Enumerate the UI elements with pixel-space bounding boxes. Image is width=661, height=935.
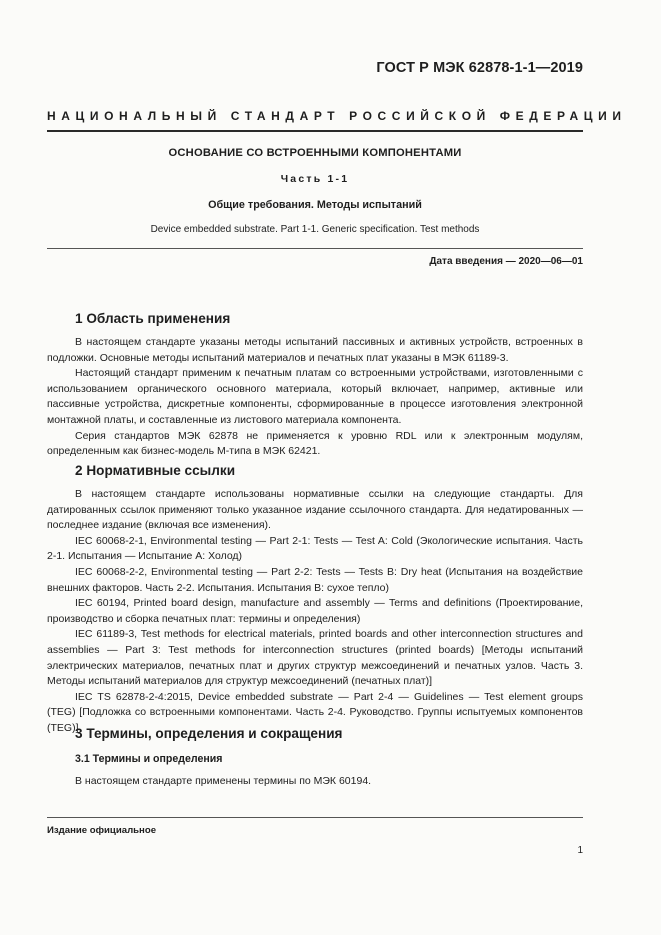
document-code: ГОСТ Р МЭК 62878-1-1—2019 (376, 60, 583, 76)
paragraph: В настоящем стандарте указаны методы испытаний пассивных и активных устройств, встроенных в подложки. Основные методы испытаний материалов и печатных плат указаны в МЭК 61189-3. (47, 336, 583, 364)
section-heading-scope: 1 Область применения (75, 311, 231, 326)
title-divider (47, 248, 583, 249)
paragraph: В настоящем стандарте использованы нормативные ссылки на следующие стандарты. Для датированных ссылок применяют только указанное издание ссылочного стандарта. Для недатированных — последнее издание (включая все изменения). (47, 488, 583, 532)
paragraph: Настоящий стандарт применим к печатным платам со встроенными устройствами, изготовленными с использованием органического основного материала, который включает, например, активные или пассивные устройства, дискретные компоненты, сформированные в процессе изготовления электронной монтажной платы, и составленные из листового материала компонента. (47, 367, 583, 426)
section-heading-terms: 3 Термины, определения и сокращения (75, 726, 343, 741)
national-standard-banner: НАЦИОНАЛЬНЫЙ СТАНДАРТ РОССИЙСКОЙ ФЕДЕРАЦИИ (47, 109, 627, 123)
standard-title: ОСНОВАНИЕ СО ВСТРОЕННЫМИ КОМПОНЕНТАМИ (168, 147, 462, 159)
paragraph: В настоящем стандарте применены термины по МЭК 60194. (75, 775, 372, 787)
official-edition-label: Издание официальное (47, 825, 157, 836)
standard-subtitle: Общие требования. Методы испытаний (208, 199, 422, 211)
section-body-normative-references (47, 487, 583, 737)
footer-divider (47, 817, 583, 818)
reference-item: IEC TS 62878-2-4:2015, Device embedded substrate — Part 2-4 — Guidelines — Test element groups (TEG) [Подложка со встроенными компонентами. Часть 2-4. Руководство. Группы испытуемых компонентов (TEG)] (47, 690, 583, 734)
reference-item: IEC 60068-2-2, Environmental testing — Part 2-2: Tests — Tests B: Dry heat (Испытания на воздействие внешних факторов. Часть 2-2. Испытания. Испытания В: сухое тепло) (47, 565, 583, 594)
header-divider (47, 130, 583, 132)
reference-item: IEC 60068-2-1, Environmental testing — Part 2-1: Tests — Test A: Cold (Экологические испытания. Часть 2-1. Испытания — Испытание А: Холод) (47, 534, 583, 563)
paragraph: Серия стандартов МЭК 62878 не применяется к уровню RDL или к электронным модулям, определенным как бизнес-модель М-типа в МЭК 62421. (47, 429, 583, 458)
section-body-scope (47, 335, 583, 460)
reference-item: IEC 60194, Printed board design, manufacture and assembly — Terms and definitions (Проектирование, производство и сборка печатных плат: термины и определения) (47, 597, 583, 625)
page-number: 1 (577, 845, 583, 856)
reference-item: IEC 61189-3, Test methods for electrical materials, printed boards and other interconnection structures and assemblies — Part 3: Test methods for interconnection structures (printed boards) [Методы испытаний электрических материалов, печатных плат и других структур межсоединений и печатных узлов. Часть 3. Методы испытаний материалов для структур межсоединений (печатных плат)] (47, 628, 583, 688)
standard-part: Часть 1-1 (280, 173, 350, 185)
english-title: Device embedded substrate. Part 1-1. Generic specification. Test methods (150, 224, 480, 235)
section-heading-normative-references: 2 Нормативные ссылки (75, 463, 236, 478)
section-body-terms (47, 774, 583, 790)
subsection-heading-terms-definitions: 3.1 Термины и определения (75, 753, 223, 765)
introduction-date: Дата введения — 2020—06—01 (429, 256, 583, 267)
